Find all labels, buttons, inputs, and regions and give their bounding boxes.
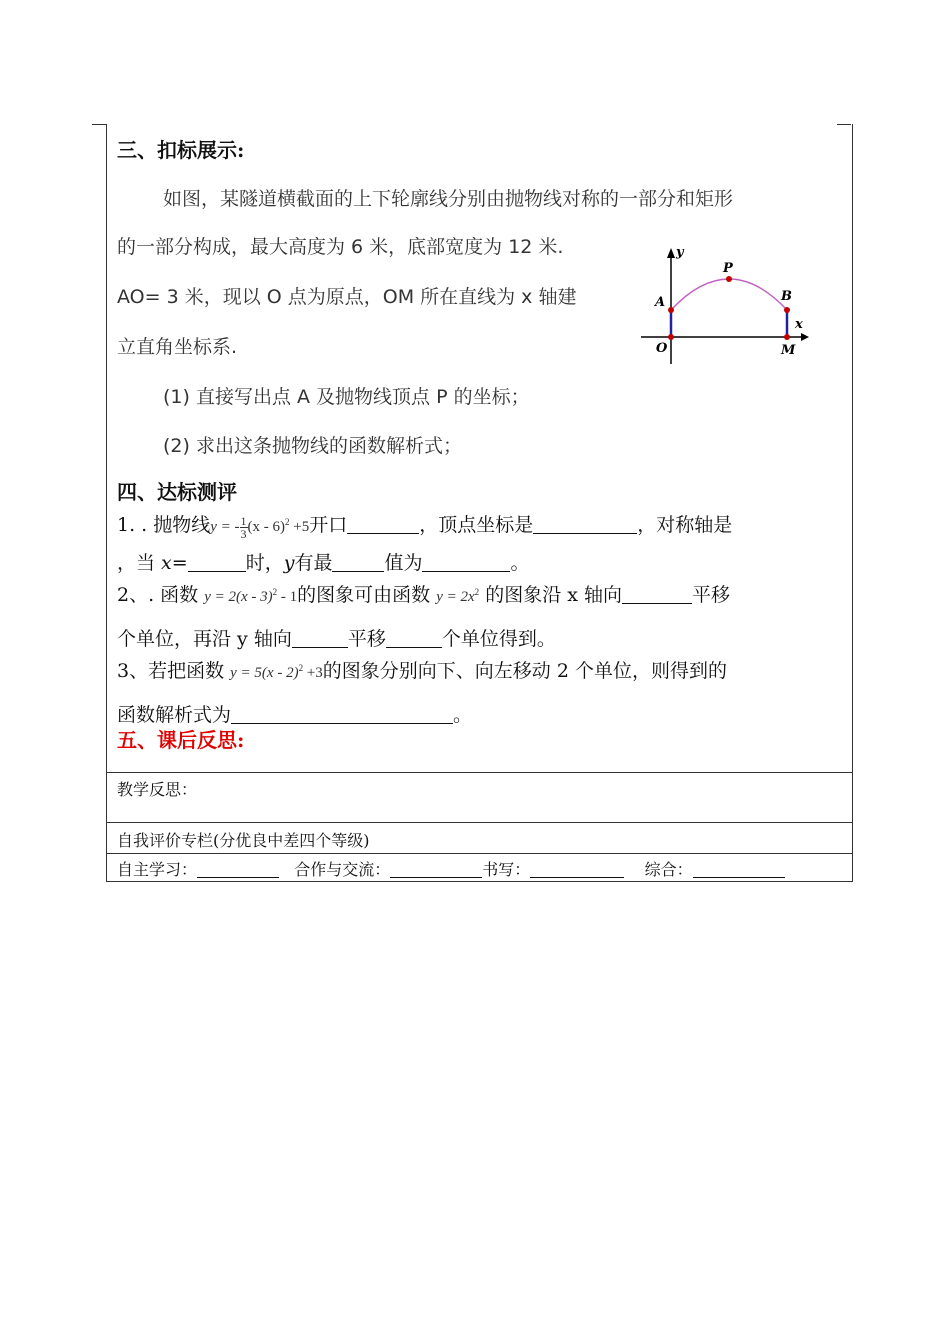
score-row [107,854,852,881]
self-study-blank[interactable] [197,861,279,878]
test-question-1-line2: ，当 x= 时，y有最 值为 。 [117,552,530,574]
q1-formula: y = - $\frac{1}{3}$ (x - 6)$^2$ +5 [210,514,310,542]
overall-blank[interactable] [693,861,785,878]
q1-blank-opening[interactable] [347,515,419,534]
problem-question-2: (2) 求出这条抛物线的函数解析式； [163,435,462,457]
overall-label: 综合： [644,860,693,879]
label-x: x [795,317,803,332]
evaluation-cell [107,823,852,854]
point-O [668,334,674,340]
section5-heading: 五、课后反思: [117,728,245,752]
worksheet-table [106,124,853,882]
test-question-2-line1: 2、. 函数 y = 2(x - 3)$^2$ - 1的图象可由函数 $y = 2x^2$ 的图象沿 x 轴向 平移 [117,584,731,606]
cooperation-label: 合作与交流： [294,860,391,879]
problem-line-3: AO= 3 米，现以 O 点为原点，OM 所在直线为 x 轴建 [117,286,577,308]
problem-line-1: 如图，某隧道横截面的上下轮廓线分别由抛物线对称的一部分和矩形 [163,188,734,210]
label-M: M [781,343,796,358]
q3-blank-expression[interactable] [231,705,453,724]
self-study-label: 自主学习： [117,860,198,879]
label-O: O [656,341,668,356]
evaluation-label: 自我评价专栏(分优良中差四个等级) [117,831,370,850]
score-line [117,857,785,880]
point-B [784,307,790,313]
x-axis-arrow [801,333,809,341]
problem-line-2: 的一部分构成，最大高度为 6 米，底部宽度为 12 米. [117,236,564,258]
corner-mark-left [92,124,106,125]
q1-blank-value[interactable] [422,553,510,572]
main-cell [107,124,852,773]
label-y: y [676,245,684,260]
section4-heading: 四、达标测评 [117,480,237,504]
parabola-curve [671,279,787,310]
q1-prefix: 1. . 抛物线 [117,514,211,536]
problem-question-1: (1) 直接写出点 A 及抛物线顶点 P 的坐标； [163,386,530,408]
label-B: B [781,289,792,304]
reflection-cell [107,773,852,823]
point-A [668,307,674,313]
y-axis-arrow [667,248,675,258]
label-P: P [723,261,733,276]
point-P [726,276,732,282]
q2-formula-1: y = 2(x - 3)$^2$ - 1 [204,587,298,605]
point-M [784,334,790,340]
q1-blank-vertex[interactable] [533,515,637,534]
test-question-1-line1: 1. . 抛物线y = - $\frac{1}{3}$ (x - 6)$^2$ +5开口 ，顶点坐标是 ，对称轴是 [117,514,733,542]
cooperation-blank[interactable] [390,861,482,878]
q1-blank-x[interactable] [188,553,246,572]
q2-formula-2: $y = 2x^2$ [436,587,480,605]
problem-line-4: 立直角坐标系. [117,336,238,358]
q2-blank-y-direction[interactable] [292,629,348,648]
tunnel-coordinate-figure [635,242,811,370]
q2-blank-x-direction[interactable] [622,585,692,604]
writing-label: 书写： [482,860,531,879]
test-question-3-line2: 函数解析式为 。 [117,704,473,726]
reflection-label: 教学反思： [117,780,198,799]
section3-heading: 三、扣标展示: [117,138,245,162]
label-A: A [655,295,666,310]
q1-blank-extreme[interactable] [332,553,384,572]
test-question-3-line1: 3、若把函数 y = 5(x - 2)$^2$ +3的图象分别向下、向左移动 2 个单位，则得到的 [117,660,727,682]
test-question-2-line2: 个单位，再沿 y 轴向 平移 个单位得到。 [117,628,556,650]
q1-fraction: $\frac{1}{3}$ [240,514,247,542]
q2-blank-units[interactable] [386,629,442,648]
writing-blank[interactable] [530,861,624,878]
q3-formula: y = 5(x - 2)$^2$ +3 [230,663,323,681]
